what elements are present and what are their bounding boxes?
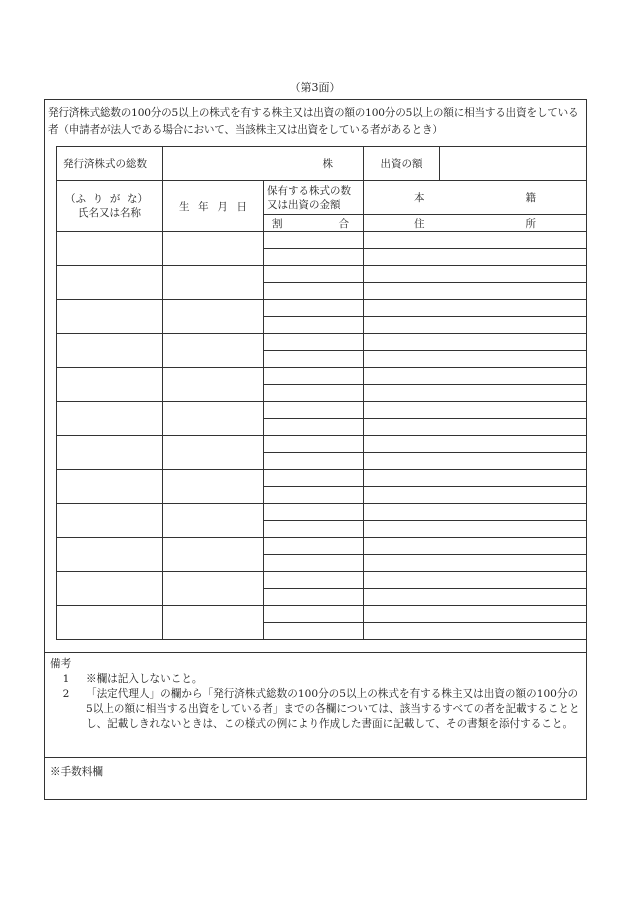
shareholder-row [57,504,587,521]
name-cell[interactable] [57,504,163,538]
address-cell[interactable] [364,351,587,368]
birth-date-cell[interactable] [163,470,264,504]
holding-cell[interactable] [264,232,364,249]
birth-date-cell[interactable] [163,538,264,572]
address-cell[interactable] [364,487,587,504]
shareholder-table [56,146,587,640]
name-cell[interactable] [57,232,163,266]
ratio-cell[interactable] [264,555,364,572]
address-cell[interactable] [364,453,587,470]
address-cell[interactable] [364,419,587,436]
shareholder-row [57,232,587,249]
ratio-cell[interactable] [264,521,364,538]
holding-cell[interactable] [264,504,364,521]
birth-date-cell[interactable] [163,504,264,538]
capital-amount-label: 出資の額 [364,147,440,181]
ratio-cell[interactable] [264,317,364,334]
ratio-cell[interactable] [264,487,364,504]
address-header: 住 所 [364,215,587,232]
name-cell[interactable] [57,402,163,436]
remarks [50,657,580,732]
holding-cell[interactable] [264,538,364,555]
name-cell[interactable] [57,470,163,504]
fee-divider [44,757,587,758]
shareholder-section-title: 発行済株式総数の100分の5以上の株式を有する株主又は出資の額の100分の5以上の額に相当する出資をしている者（申請者が法人である場合において、当該株主又は出資をしている者があるとき） [48,107,579,136]
ratio-cell[interactable] [264,589,364,606]
birth-date-cell[interactable] [163,266,264,300]
shareholder-row [57,470,587,487]
birth-date-cell[interactable] [163,334,264,368]
holding-cell[interactable] [264,572,364,589]
capital-amount-field[interactable] [440,147,587,181]
name-cell[interactable] [57,606,163,640]
shareholder-row [57,266,587,283]
name-cell[interactable] [57,572,163,606]
birth-date-cell[interactable] [163,368,264,402]
fee-field-label: ※手数料欄 [50,766,103,778]
shareholder-row [57,368,587,385]
birth-date-cell[interactable] [163,232,264,266]
birth-date-cell[interactable] [163,572,264,606]
name-cell[interactable] [57,538,163,572]
shareholder-row [57,538,587,555]
shareholder-row [57,606,587,623]
ratio-cell[interactable] [264,623,364,640]
domicile-header: 本 籍 [364,181,587,215]
furigana-label: （ふ り が な） [65,193,148,205]
name-cell[interactable] [57,334,163,368]
holding-header: 保有する株式の数 又は出資の金額 [264,181,364,215]
total-shares-field[interactable] [163,147,364,181]
address-cell[interactable] [364,283,587,300]
remarks-title: 備考 [50,658,72,670]
shareholder-row [57,334,587,351]
address-cell[interactable] [364,623,587,640]
domicile-cell[interactable] [364,572,587,589]
name-cell[interactable] [57,368,163,402]
name-cell[interactable] [57,436,163,470]
domicile-cell[interactable] [364,368,587,385]
address-cell[interactable] [364,317,587,334]
ratio-cell[interactable] [264,283,364,300]
total-shares-label: 発行済株式の総数 [57,147,163,181]
name-cell[interactable] [57,266,163,300]
domicile-cell[interactable] [364,300,587,317]
holding-cell[interactable] [264,470,364,487]
name-label: 氏名又は名称 [78,207,141,219]
name-header [57,181,163,232]
domicile-cell[interactable] [364,402,587,419]
birth-date-cell[interactable] [163,402,264,436]
holding-cell[interactable] [264,300,364,317]
birth-date-cell[interactable] [163,606,264,640]
birth-date-header: 生 年 月 日 [163,181,264,232]
shares-unit: 株 [322,158,333,170]
shareholder-row [57,402,587,419]
domicile-cell[interactable] [364,436,587,453]
ratio-cell[interactable] [264,249,364,266]
address-cell[interactable] [364,385,587,402]
ratio-cell[interactable] [264,453,364,470]
ratio-cell[interactable] [264,385,364,402]
domicile-cell[interactable] [364,470,587,487]
address-cell[interactable] [364,249,587,266]
ratio-cell[interactable] [264,419,364,436]
name-cell[interactable] [57,300,163,334]
holding-cell[interactable] [264,368,364,385]
remark-note: 2 「法定代理人」の欄から「発行済株式総数の100分の5以上の株式を有する株主又は出資の額の100分の5以上の額に相当する出資をしている者」までの各欄については、該当するすべての者を記載することとし、記載しきれないときは、この様式の例により作成した書面に記載して、その書類を添付すること。 [62,688,580,730]
shareholder-row [57,572,587,589]
address-cell[interactable] [364,521,587,538]
address-cell[interactable] [364,555,587,572]
birth-date-cell[interactable] [163,436,264,470]
holding-cell[interactable] [264,606,364,623]
shareholder-row [57,300,587,317]
page-label: （第3面） [289,81,341,94]
remark-note: 1 ※欄は記入しないこと。 [62,673,203,685]
ratio-cell[interactable] [264,351,364,368]
shareholder-row [57,436,587,453]
domicile-cell[interactable] [364,334,587,351]
holding-cell[interactable] [264,402,364,419]
address-cell[interactable] [364,589,587,606]
domicile-cell[interactable] [364,538,587,555]
holding-cell[interactable] [264,266,364,283]
domicile-cell[interactable] [364,504,587,521]
domicile-cell[interactable] [364,232,587,249]
birth-date-cell[interactable] [163,300,264,334]
domicile-cell[interactable] [364,606,587,623]
holding-cell[interactable] [264,436,364,453]
ratio-header: 割 合 [264,215,364,232]
remarks-divider [44,652,587,653]
holding-cell[interactable] [264,334,364,351]
domicile-cell[interactable] [364,266,587,283]
